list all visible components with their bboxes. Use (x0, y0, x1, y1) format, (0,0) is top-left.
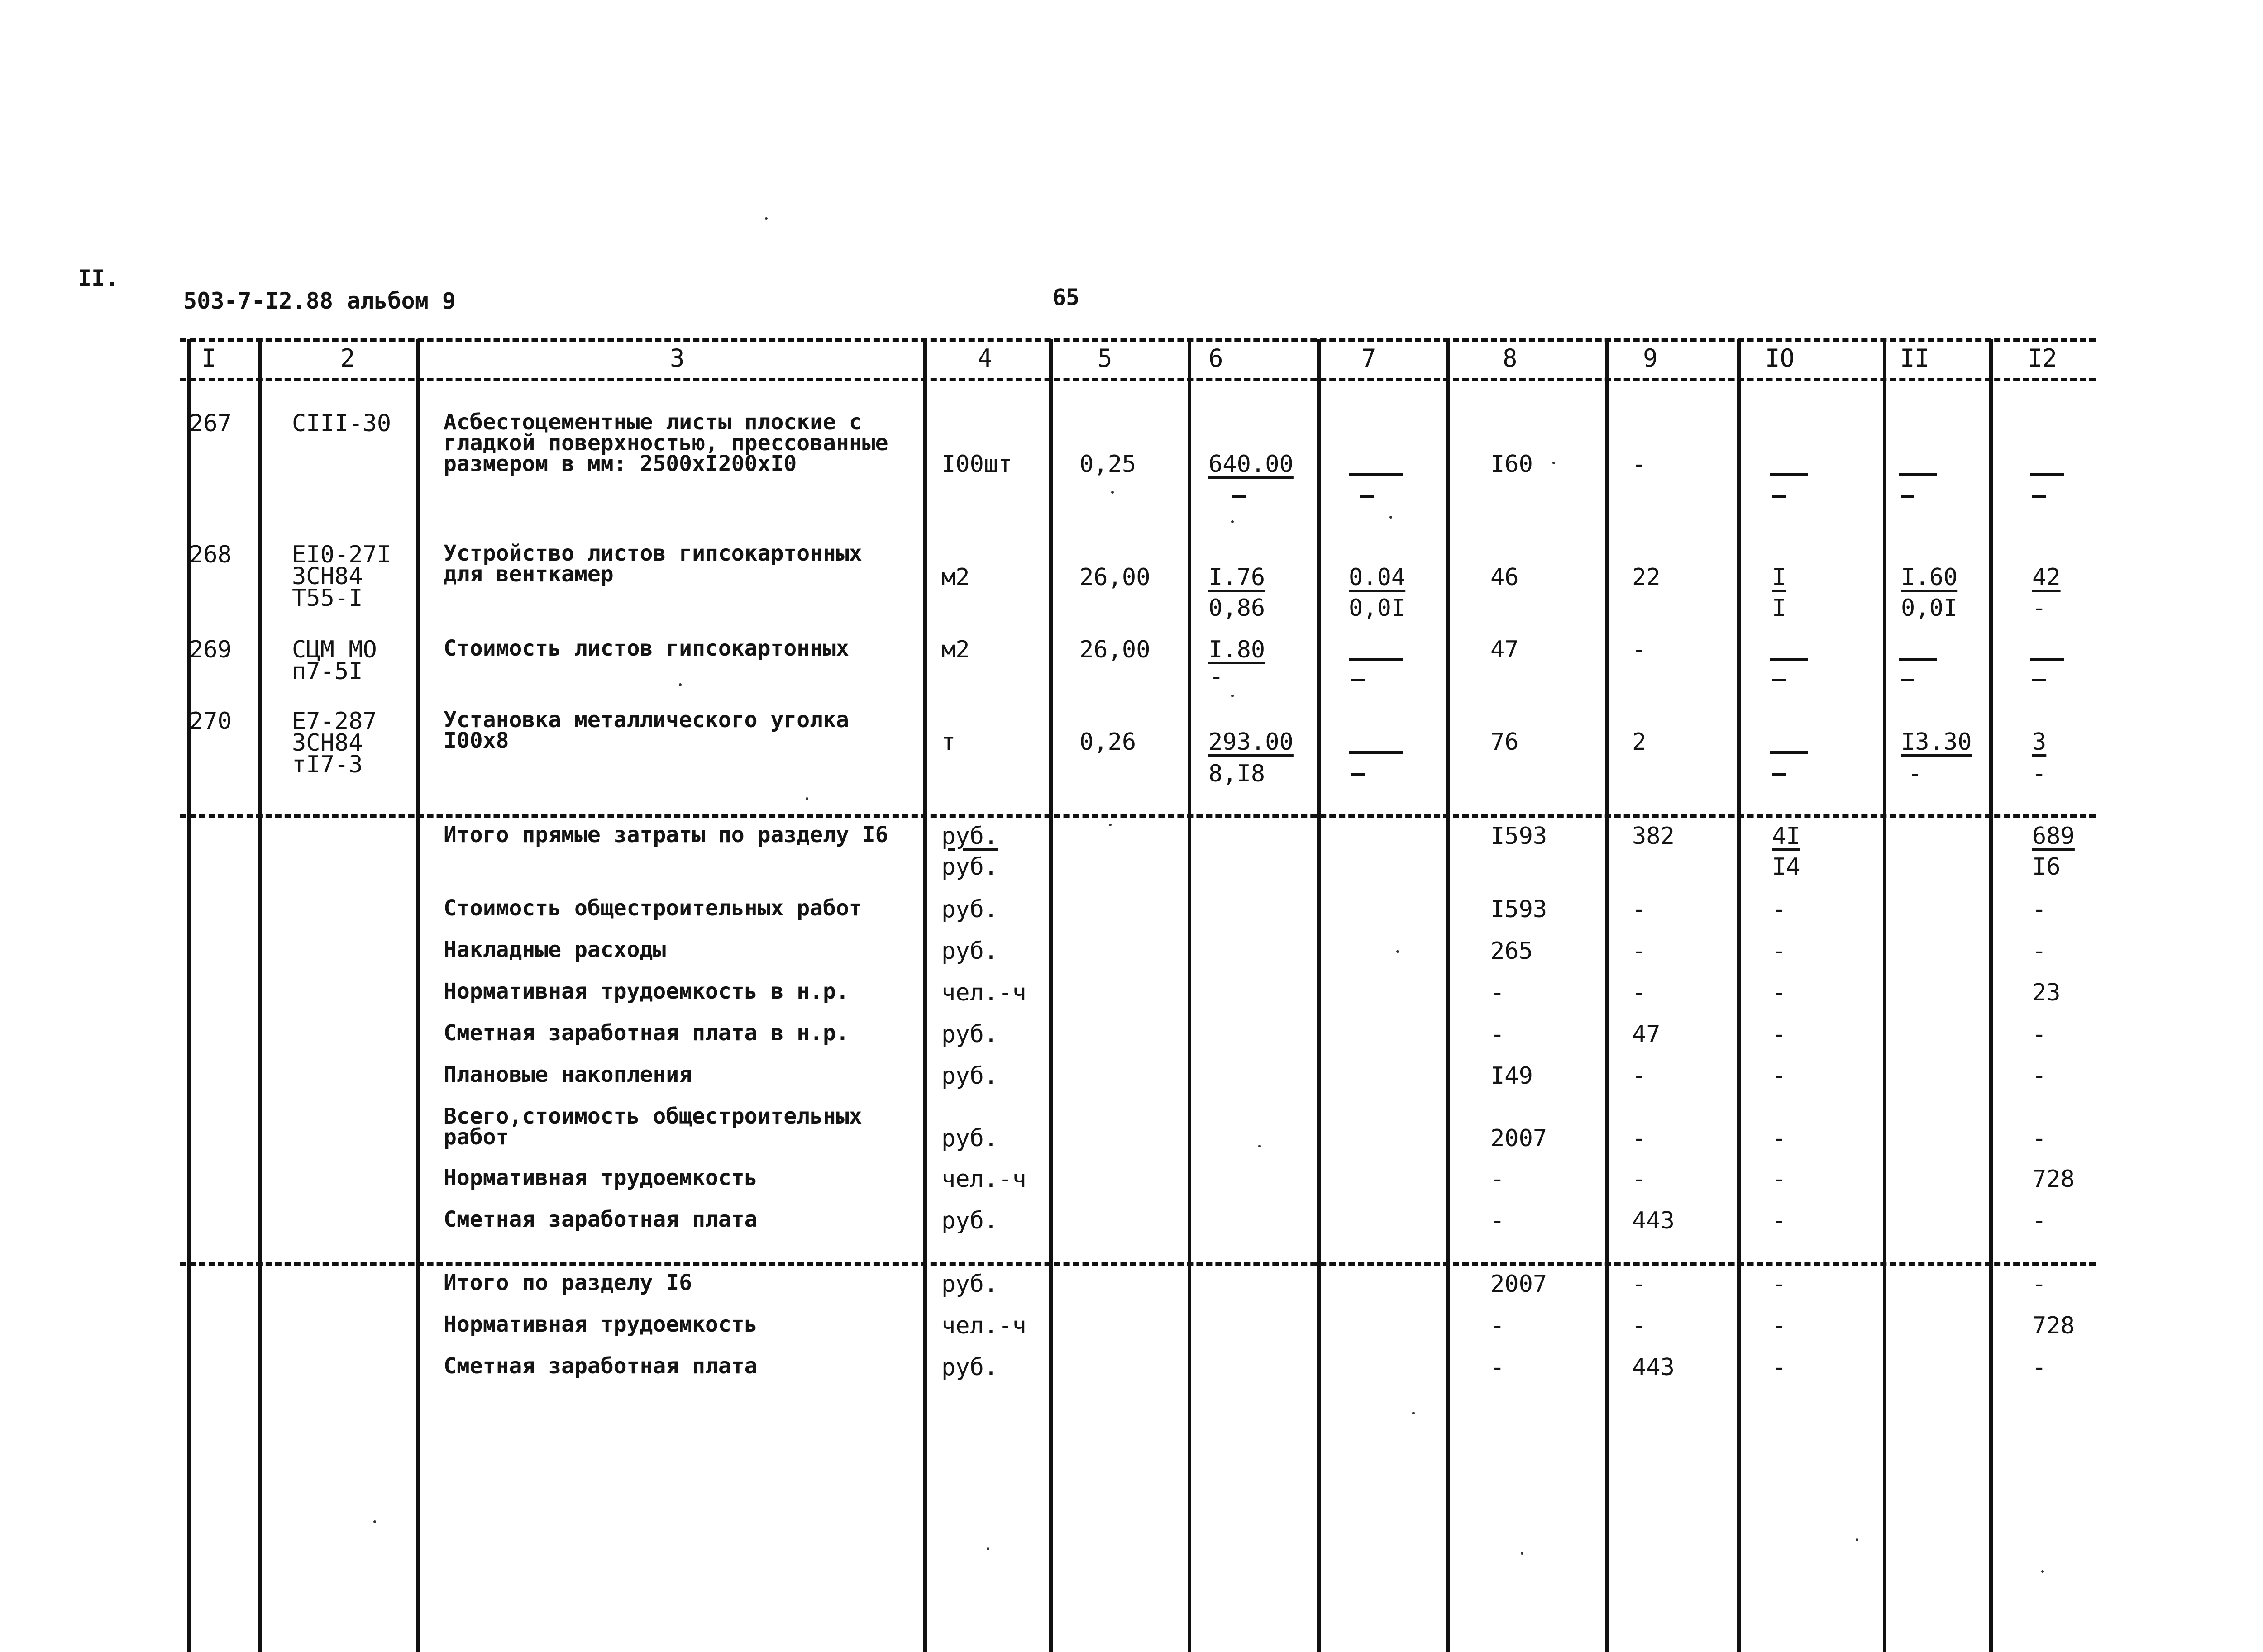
summary-unit: руб. (941, 823, 998, 850)
summary-c12: - (2032, 938, 2047, 965)
column-line (1989, 339, 1993, 1652)
empty-mark (1772, 773, 1786, 776)
machine-cost: 0.04 (1349, 564, 1406, 591)
row-number: 268 (189, 541, 232, 568)
total-c8: - (1490, 1354, 1505, 1381)
summary-c8: I49 (1490, 1062, 1533, 1090)
work-description: Асбестоцементные листы плоские с (444, 409, 862, 435)
summary-label: Сметная заработная плата (444, 1207, 758, 1232)
column-line (258, 339, 262, 1652)
empty-mark (1232, 495, 1246, 498)
total-c10: - (1772, 1354, 1786, 1381)
column-line (923, 339, 927, 1652)
empty-mark (1770, 751, 1808, 754)
summary-separator (180, 814, 2096, 818)
empty-mark (1351, 679, 1365, 681)
unit: м2 (941, 636, 970, 663)
row-number: 270 (189, 708, 232, 735)
wages: 2 (1632, 728, 1647, 756)
summary-label: Сметная заработная плата в н.р. (444, 1020, 849, 1046)
summary-c8: - (1490, 979, 1505, 1006)
summary-c12: I6 (2032, 853, 2061, 881)
wages: 22 (1632, 564, 1661, 591)
rate-code: п7-5I (292, 658, 363, 685)
summary-c10: I4 (1772, 853, 1800, 881)
summary-c10: - (1772, 979, 1786, 1006)
summary-unit: руб. (941, 938, 998, 965)
empty-mark (1901, 679, 1914, 681)
summary-c9: - (1632, 1062, 1647, 1090)
rate-code: 3CH84 (292, 729, 363, 757)
quantity: 26,00 (1079, 636, 1151, 663)
column-header: 7 (1361, 344, 1376, 372)
column-header: 5 (1098, 344, 1112, 372)
total-c10: - (1772, 1312, 1786, 1339)
machine-total-wages: I (1772, 595, 1786, 622)
summary-label: Нормативная трудоемкость в н.р. (444, 979, 849, 1004)
summary-c12: - (2032, 896, 2047, 923)
empty-mark (1899, 473, 1937, 476)
column-line (1049, 339, 1053, 1652)
summary-c9: - (1632, 938, 1647, 965)
unit: м2 (941, 564, 970, 591)
labor-total-extra: - (2032, 760, 2047, 787)
machine-total: I (1772, 564, 1786, 591)
quantity: 0,25 (1079, 451, 1136, 478)
summary-label: Итого прямые затраты по разделу I6 (444, 822, 888, 847)
summary-unit: руб. (941, 1021, 998, 1048)
column-header: 2 (340, 344, 355, 372)
column-line (1188, 339, 1191, 1652)
rate-code: тI7-3 (292, 751, 363, 778)
empty-mark (1349, 658, 1403, 661)
unit-cost-wages: - (1209, 663, 1224, 690)
rate-code: 3CH84 (292, 563, 363, 590)
total-c12: 728 (2032, 1312, 2075, 1339)
corner-mark: II. (78, 265, 119, 291)
summary-c9: - (1632, 1166, 1647, 1193)
work-description: I00x8 (444, 728, 509, 753)
unit-cost: I.80 (1208, 636, 1265, 663)
work-description: Устройство листов гипсокартонных (444, 541, 862, 566)
column-line (1317, 339, 1321, 1652)
summary-c12: - (2032, 1125, 2047, 1152)
total-cost: 76 (1490, 728, 1519, 756)
summary-c9: - (1632, 979, 1647, 1006)
empty-mark (2030, 473, 2064, 476)
summary-c8: 265 (1490, 938, 1533, 965)
summary-label: Накладные расходы (444, 937, 666, 962)
summary-unit: руб. (941, 1207, 998, 1234)
total-c10: - (1772, 1271, 1786, 1298)
summary-label: работ (444, 1124, 509, 1150)
column-header: 4 (978, 344, 993, 372)
wages: - (1632, 636, 1647, 663)
column-line (1737, 339, 1741, 1652)
machine-wages: 0,0I (1349, 595, 1406, 622)
summary-c9: - (1632, 896, 1647, 923)
summary-c10: - (1772, 896, 1786, 923)
labor-total: 42 (2032, 564, 2061, 591)
unit: I00шт (941, 451, 1012, 478)
rate-code: EI0-27I (292, 541, 391, 568)
quantity: 0,26 (1079, 728, 1136, 756)
labor-total: 3 (2032, 728, 2047, 756)
summary-c9: 47 (1632, 1021, 1661, 1048)
summary-c8: - (1490, 1021, 1505, 1048)
work-description: размером в мм: 2500xI200xI0 (444, 451, 797, 476)
summary-c12: 23 (2032, 979, 2061, 1006)
unit: т (941, 728, 956, 756)
empty-mark (1899, 658, 1937, 661)
header-bottom-border (180, 378, 2096, 381)
summary-c12: - (2032, 1062, 2047, 1090)
wages: - (1632, 451, 1647, 478)
unit-cost: I.76 (1208, 564, 1265, 591)
summary-label: Всего,стоимость общестроительных (444, 1104, 862, 1129)
summary-c12: 689 (2032, 823, 2075, 850)
column-header: 8 (1503, 344, 1518, 372)
summary-label: Нормативная трудоемкость (444, 1165, 758, 1190)
total-cost: 47 (1490, 636, 1519, 663)
column-header: 3 (670, 344, 685, 372)
total-separator (180, 1262, 2096, 1266)
labor-unit: I3.30 (1901, 728, 1972, 756)
column-line (1883, 339, 1886, 1652)
unit-cost: 293.00 (1208, 728, 1294, 756)
summary-c10: - (1772, 1125, 1786, 1152)
empty-mark (1772, 495, 1786, 498)
summary-c9: - (1632, 1125, 1647, 1152)
summary-c10: 4I (1772, 823, 1800, 850)
labor-total-extra: - (2032, 595, 2047, 622)
summary-c12: - (2032, 1207, 2047, 1234)
summary-c10: - (1772, 1021, 1786, 1048)
work-description: гладкой поверхностью, прессованные (444, 430, 888, 456)
column-header: 9 (1643, 344, 1658, 372)
total-c9: 443 (1632, 1354, 1675, 1381)
column-line (416, 339, 420, 1652)
rate-code: E7-287 (292, 708, 377, 735)
column-header: I (201, 344, 216, 372)
summary-label: Стоимость общестроительных работ (444, 895, 862, 921)
column-header: IO (1765, 344, 1795, 372)
column-header: II (1900, 344, 1930, 372)
column-line (1446, 339, 1450, 1652)
empty-mark (1360, 495, 1374, 498)
summary-unit: руб. (941, 896, 998, 923)
quantity: 26,00 (1079, 564, 1151, 591)
summary-label: Плановые накопления (444, 1062, 692, 1087)
summary-unit: чел.-ч (941, 979, 1026, 1006)
total-c8: 2007 (1490, 1271, 1547, 1298)
column-header: I2 (2028, 344, 2058, 372)
column-line (187, 339, 191, 1652)
rate-code: CIII-30 (292, 410, 391, 437)
summary-c8: I593 (1490, 823, 1547, 850)
page-number: 65 (1052, 284, 1080, 310)
summary-c12: 728 (2032, 1166, 2075, 1193)
rate-code: T55-I (292, 585, 363, 612)
work-description: Стоимость листов гипсокартонных (444, 636, 849, 661)
summary-unit: чел.-ч (941, 1166, 1026, 1193)
summary-unit: руб. (941, 1062, 998, 1090)
column-line (1605, 339, 1609, 1652)
document-reference: 503-7-I2.88 альбом 9 (183, 288, 456, 314)
summary-c8: - (1490, 1166, 1505, 1193)
empty-mark (1770, 473, 1808, 476)
labor-unit-extra: 0,0I (1901, 595, 1958, 622)
summary-c12: - (2032, 1021, 2047, 1048)
summary-c10: - (1772, 1207, 1786, 1234)
empty-mark (1901, 495, 1914, 498)
row-number: 269 (189, 636, 232, 663)
work-description: Установка металлического уголка (444, 707, 849, 733)
total-label: Итого по разделу I6 (444, 1270, 692, 1295)
summary-c10: - (1772, 938, 1786, 965)
total-cost: 46 (1490, 564, 1519, 591)
summary-c8: 2007 (1490, 1125, 1547, 1152)
rate-code: СЦМ МО (292, 636, 377, 663)
total-c9: - (1632, 1271, 1647, 1298)
empty-mark (1349, 751, 1403, 754)
labor-unit-extra: - (1908, 760, 1922, 787)
total-c12: - (2032, 1354, 2047, 1381)
total-unit: чел.-ч (941, 1312, 1026, 1339)
empty-mark (2030, 658, 2064, 661)
table-top-border (180, 338, 2096, 342)
summary-c10: - (1772, 1062, 1786, 1090)
empty-mark (2032, 679, 2046, 681)
total-cost: I60 (1490, 451, 1533, 478)
empty-mark (1349, 473, 1403, 476)
total-label: Сметная заработная плата (444, 1353, 758, 1379)
labor-unit: I.60 (1901, 564, 1958, 591)
summary-c10: - (1772, 1166, 1786, 1193)
unit-cost: 640.00 (1208, 451, 1294, 478)
total-c8: - (1490, 1312, 1505, 1339)
summary-unit: руб. (941, 1125, 998, 1152)
total-c9: - (1632, 1312, 1647, 1339)
summary-c9: 443 (1632, 1207, 1675, 1234)
empty-mark (1770, 658, 1808, 661)
total-label: Нормативная трудоемкость (444, 1312, 758, 1337)
empty-mark (1351, 773, 1365, 776)
total-unit: руб. (941, 1271, 998, 1298)
summary-c8: - (1490, 1207, 1505, 1234)
unit-cost-wages: 8,I8 (1208, 760, 1265, 787)
summary-unit: руб. (941, 853, 998, 881)
row-number: 267 (189, 410, 232, 437)
unit-cost-wages: 0,86 (1208, 595, 1265, 622)
column-header: 6 (1208, 344, 1223, 372)
work-description: для венткамер (444, 562, 614, 587)
summary-c8: I593 (1490, 896, 1547, 923)
total-unit: руб. (941, 1354, 998, 1381)
total-c12: - (2032, 1271, 2047, 1298)
empty-mark (1772, 679, 1786, 681)
empty-mark (2032, 495, 2046, 498)
summary-c9: 382 (1632, 823, 1675, 850)
